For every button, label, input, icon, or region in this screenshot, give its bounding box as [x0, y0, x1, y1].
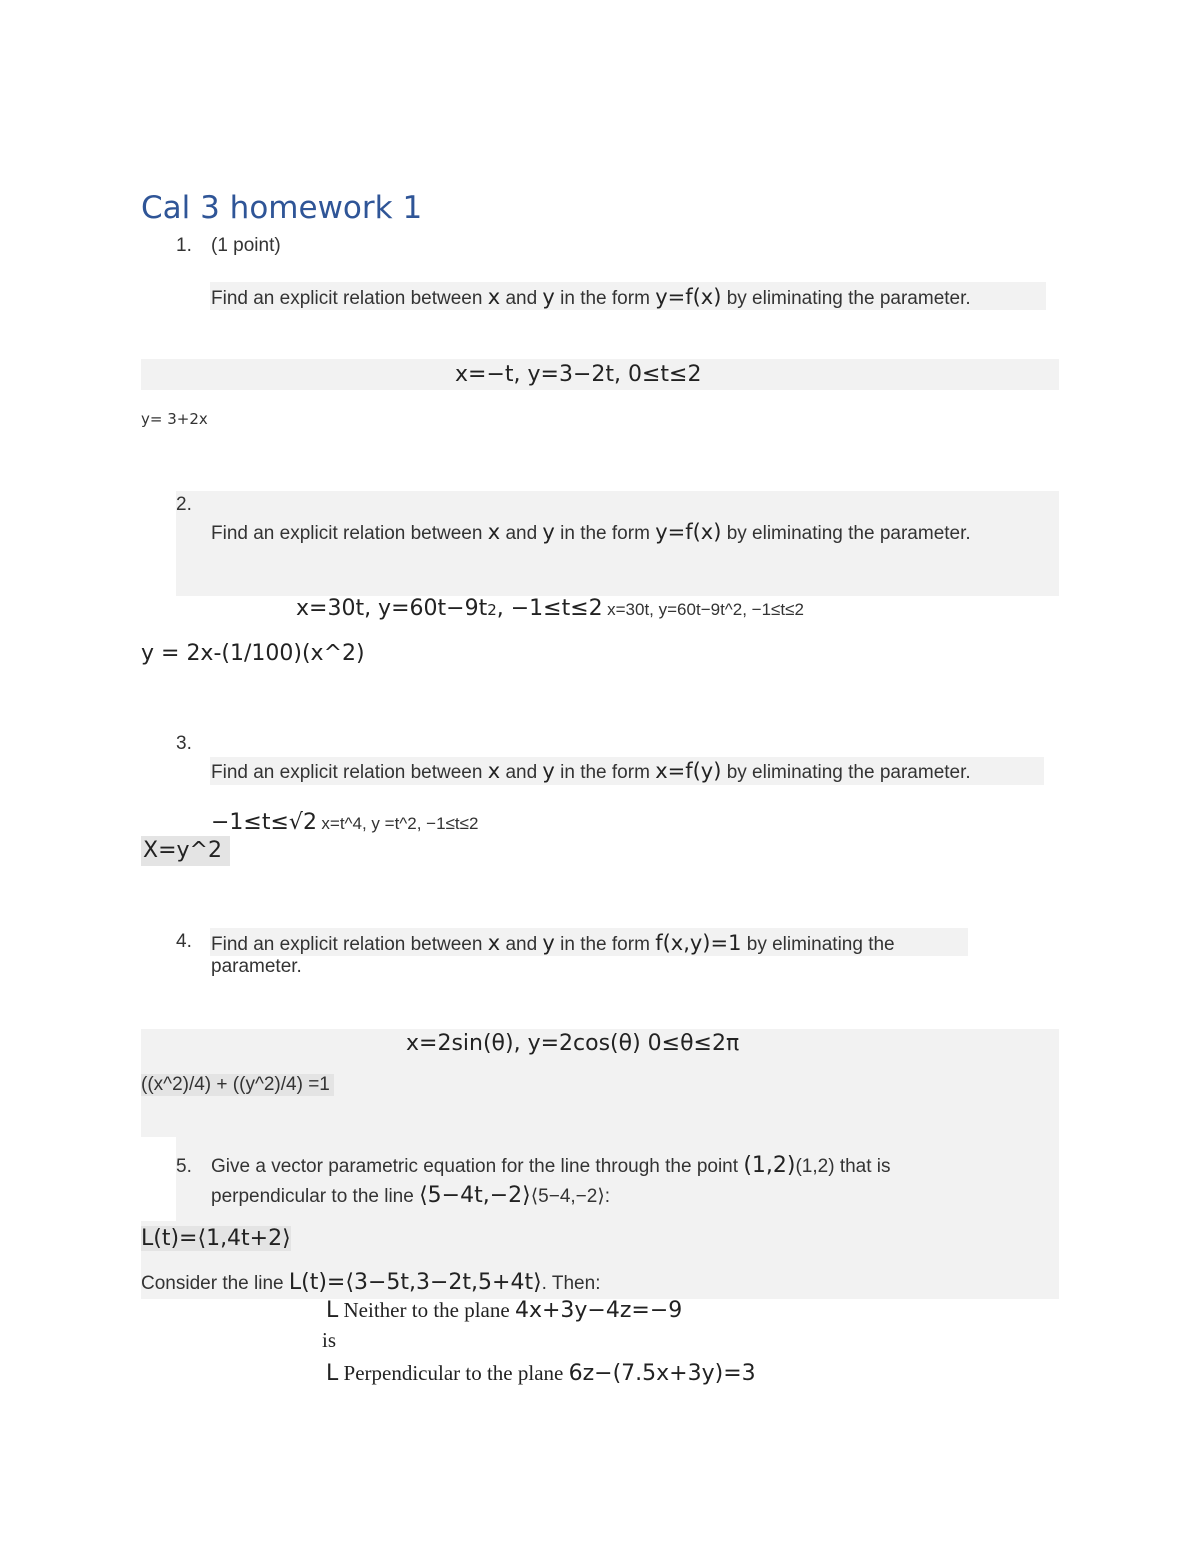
- p4-prompt: [211, 931, 895, 956]
- p2-number: 2.: [176, 494, 192, 515]
- p5-line-plain: ⟨5−4,−2⟩:: [530, 1186, 611, 1207]
- p2-var-y: y: [542, 520, 555, 544]
- p6-prompt-pre: Consider the line: [141, 1273, 284, 1294]
- p6-choice2: Perpendicular to the plane: [343, 1361, 564, 1385]
- p2-equation-plain: x=30t, y=60t−9t^2, −1≤t≤2: [607, 600, 804, 619]
- p2-equation-line: [296, 596, 804, 621]
- p6-is: is: [322, 1328, 337, 1352]
- p5-prompt-line2: [211, 1183, 610, 1208]
- p6-L1: L: [326, 1298, 339, 1323]
- p1-var-x: x: [487, 285, 501, 309]
- p5-white-notch: [141, 1137, 176, 1221]
- p6-plane1: 4x+3y−4z=−9: [514, 1298, 683, 1323]
- p2-equation-exponent: 2: [487, 601, 497, 619]
- p1-equation: x=−t, y=3−2t, 0≤t≤2: [455, 362, 702, 387]
- p3-var-y: y: [542, 759, 555, 783]
- p4-prompt-pre: Find an explicit relation between: [211, 934, 483, 955]
- p2-answer: y = 2x-(1/100)(x^2): [141, 641, 365, 666]
- p5-block-shade: [176, 1137, 1059, 1221]
- p5-point: (1,2): [743, 1153, 796, 1178]
- p4-prompt-line2: parameter.: [211, 956, 302, 977]
- p4-prompt-mid: in the form: [560, 934, 650, 955]
- p4-number: 4.: [176, 931, 192, 952]
- p6-prompt: [141, 1270, 600, 1295]
- p2-and: and: [505, 523, 538, 544]
- p5-line: ⟨5−4t,−2⟩: [419, 1183, 531, 1208]
- p1-prompt-mid: in the form: [560, 288, 650, 309]
- p3-and: and: [505, 762, 538, 783]
- p2-form: y=f(x): [655, 520, 722, 544]
- p3-prompt-mid: in the form: [560, 762, 650, 783]
- p1-answer: y= 3+2x: [141, 410, 208, 428]
- p2-prompt-pre: Find an explicit relation between: [211, 523, 483, 544]
- p5-number: 5.: [176, 1156, 192, 1177]
- p6-choice1-row: [326, 1298, 682, 1323]
- p6-choice2-row: [326, 1361, 756, 1386]
- p3-prompt: [211, 759, 971, 784]
- p2-var-x: x: [487, 520, 501, 544]
- p4-var-y: y: [542, 931, 555, 955]
- p1-number: 1.: [176, 235, 192, 256]
- p2-equation-range: , −1≤t≤2: [496, 596, 603, 621]
- p5-prompt: [211, 1153, 891, 1178]
- p1-prompt: [211, 285, 971, 310]
- p6-prompt-post: . Then:: [541, 1273, 601, 1294]
- p3-answer: X=y^2: [143, 838, 222, 863]
- p4-answer: ((x^2)/4) + ((y^2)/4) =1: [141, 1074, 334, 1096]
- p5-prompt-pre: Give a vector parametric equation for the line through the point: [211, 1156, 739, 1177]
- p3-equation-line: [211, 810, 478, 835]
- page-title: Cal 3 homework 1: [141, 190, 423, 226]
- p4-and: and: [505, 934, 538, 955]
- p3-prompt-pre: Find an explicit relation between: [211, 762, 483, 783]
- p4-equation: x=2sin(θ), y=2cos(θ) 0≤θ≤2π: [406, 1031, 740, 1056]
- p4-prompt-post: by eliminating the: [746, 934, 895, 955]
- p1-form: y=f(x): [655, 285, 722, 309]
- p3-equation: −1≤t≤√2: [211, 810, 317, 835]
- p3-number: 3.: [176, 733, 192, 754]
- p2-prompt-mid: in the form: [560, 523, 650, 544]
- p1-prompt-post: by eliminating the parameter.: [726, 288, 971, 309]
- p2-prompt-post: by eliminating the parameter.: [726, 523, 971, 544]
- p5-point-plain: (1,2): [795, 1156, 835, 1177]
- p2-prompt: [211, 520, 971, 545]
- p1-points: (1 point): [211, 235, 281, 256]
- p6-L2: L: [326, 1361, 339, 1386]
- p4-var-x: x: [487, 931, 501, 955]
- p3-prompt-post: by eliminating the parameter.: [726, 762, 971, 783]
- p6-plane2: 6z−(7.5x+3y)=3: [568, 1361, 756, 1386]
- p5-answer: L(t)=⟨1,4t+2⟩: [141, 1226, 291, 1251]
- p3-equation-plain: x=t^4, y =t^2, −1≤t≤2: [321, 814, 479, 833]
- p1-var-y: y: [542, 285, 555, 309]
- p5-prompt-line2-text: perpendicular to the line: [211, 1186, 414, 1207]
- p6-choice1: Neither to the plane: [343, 1298, 510, 1322]
- p1-prompt-pre: Find an explicit relation between: [211, 288, 483, 309]
- p4-form: f(x,y)=1: [655, 931, 742, 955]
- p2-equation: x=30t, y=60t−9t: [296, 596, 488, 621]
- p3-var-x: x: [487, 759, 501, 783]
- p6-line: L(t)=⟨3−5t,3−2t,5+4t⟩: [288, 1270, 542, 1295]
- p3-form: x=f(y): [655, 759, 722, 783]
- p1-and: and: [505, 288, 538, 309]
- p5-prompt-mid: that is: [839, 1156, 891, 1177]
